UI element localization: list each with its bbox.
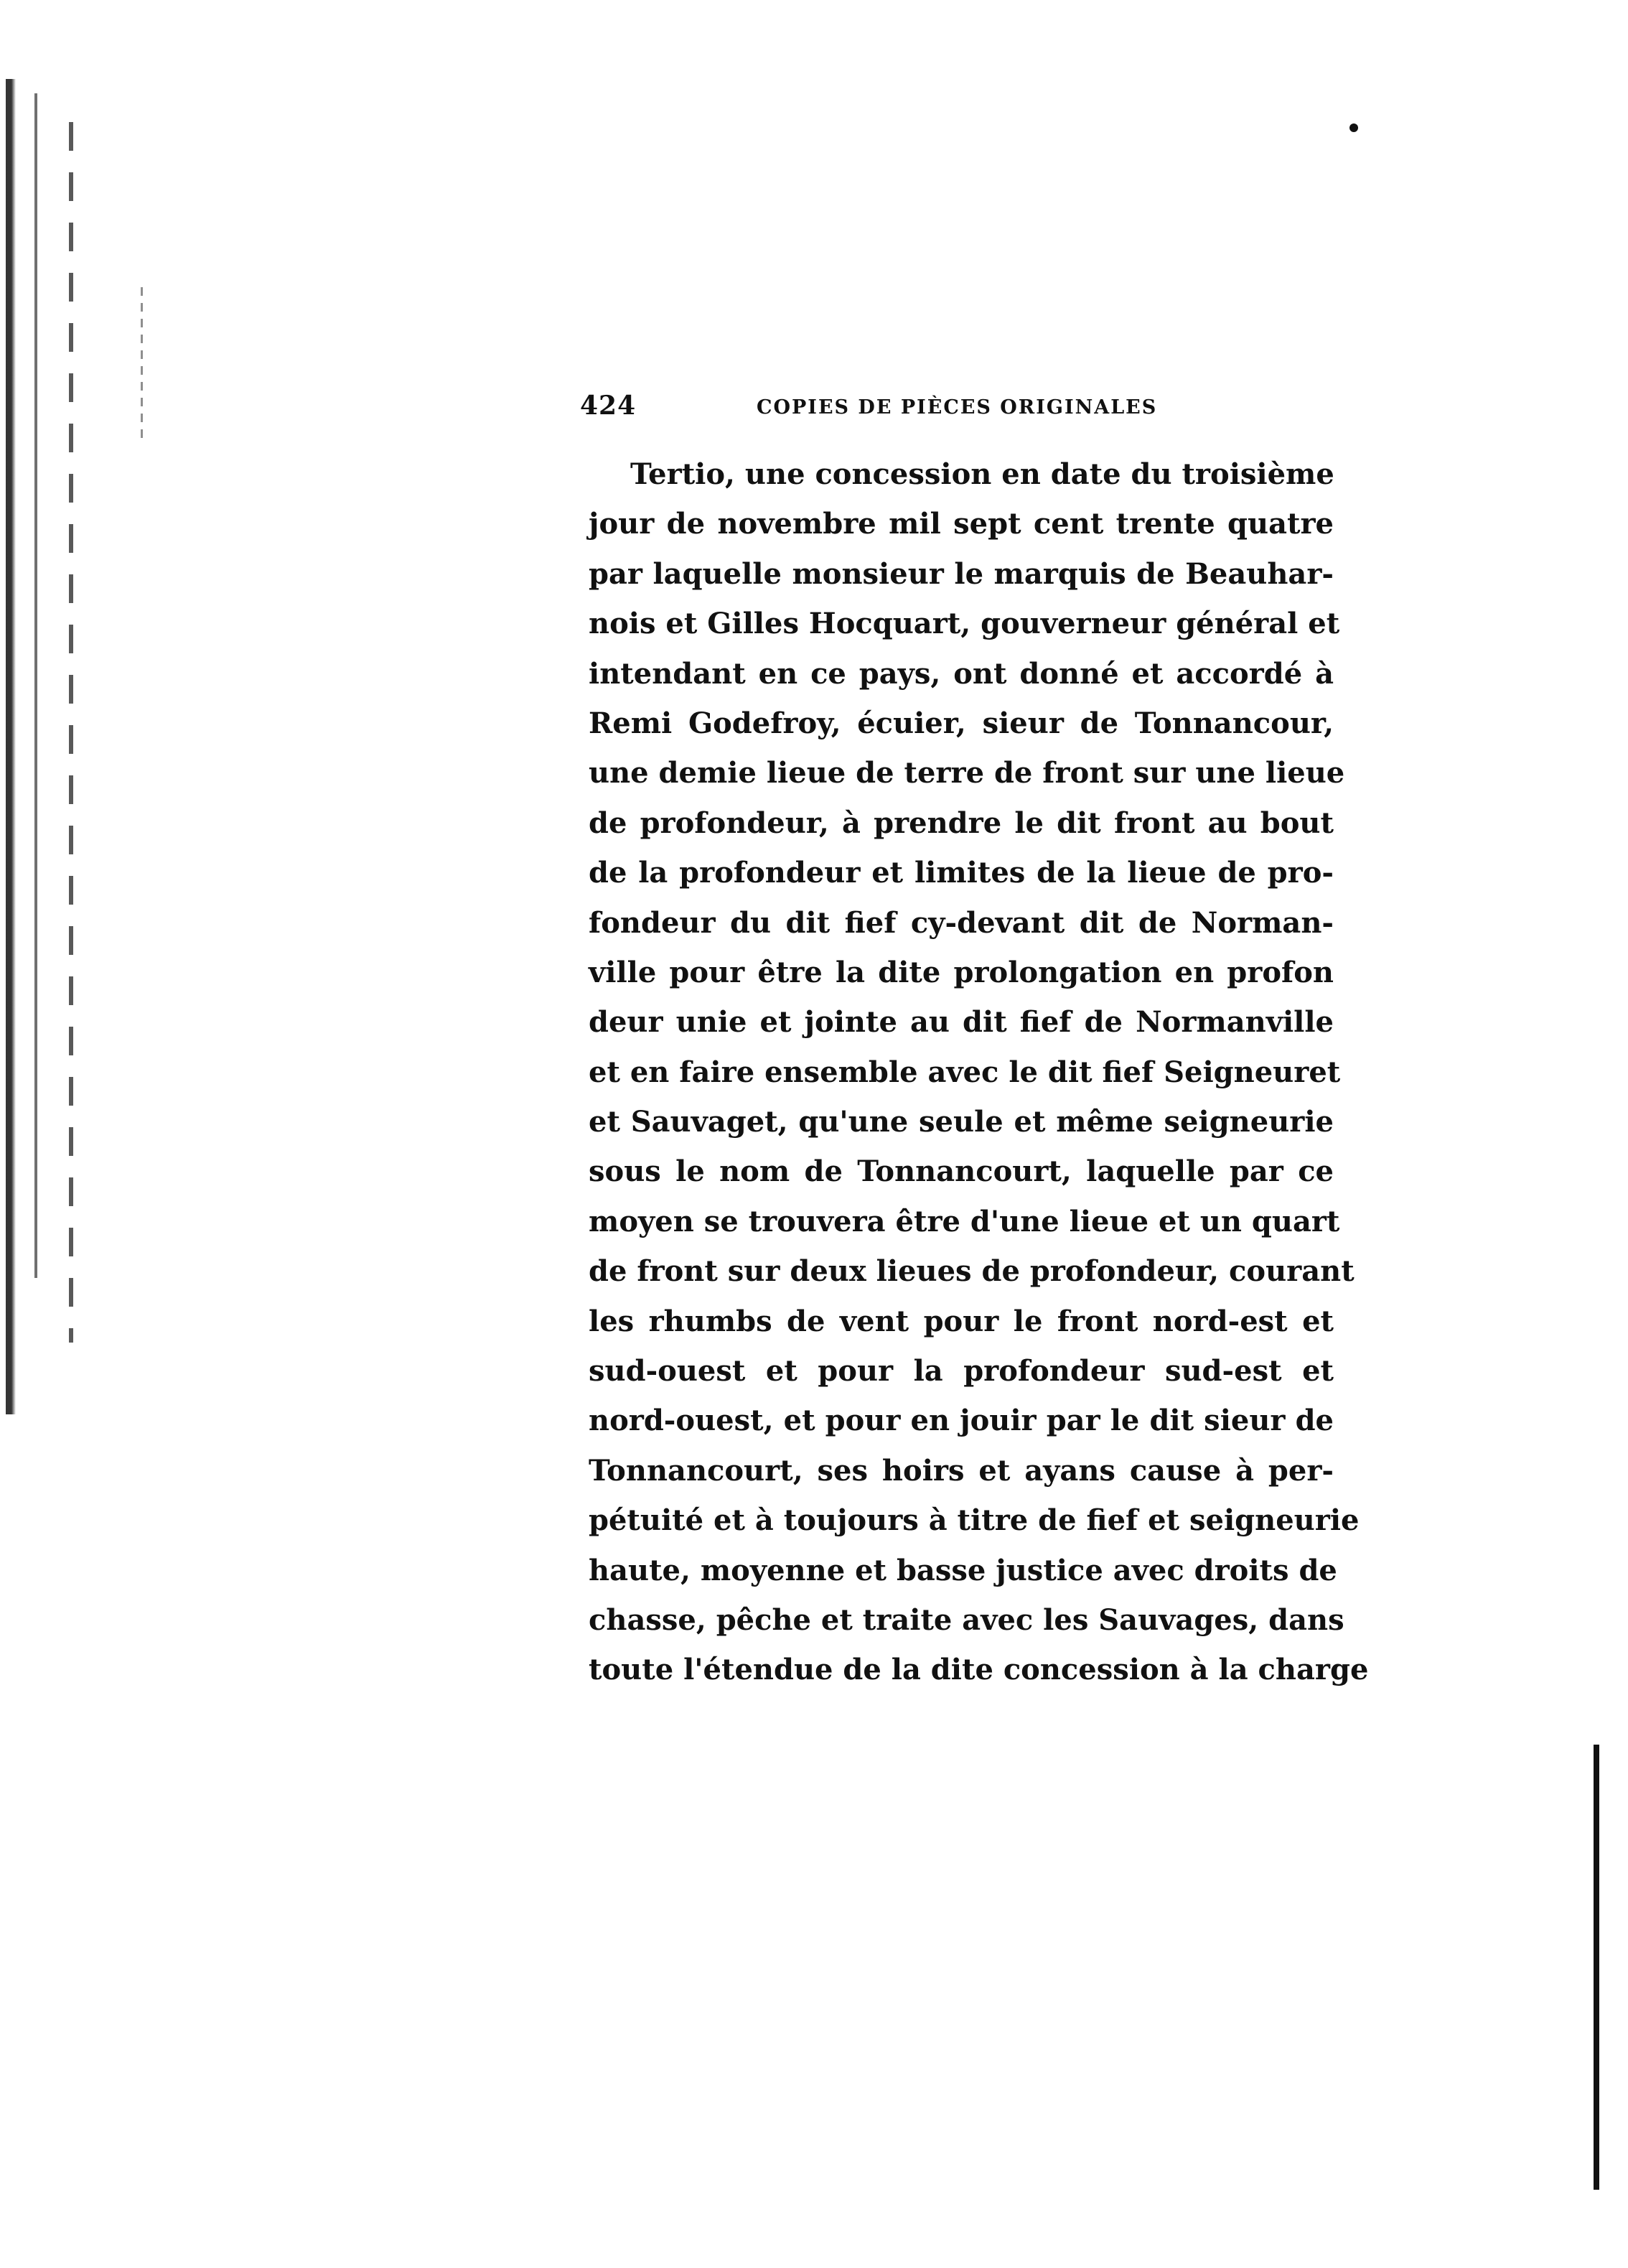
text-line: toute l'étendue de la dite concession à la charge bbox=[589, 1653, 1369, 1687]
text-line: haute, moyenne et basse justice avec droits de bbox=[589, 1553, 1337, 1587]
page-number: 424 bbox=[580, 391, 637, 421]
text-line: jour de novembre mil sept cent trente quatre bbox=[589, 507, 1334, 541]
scan-edge-line-left bbox=[34, 93, 37, 1278]
text-line: et Sauvaget, qu'une seule et même seigneurie bbox=[589, 1105, 1334, 1139]
text-line: et en faire ensemble avec le dit fief Seigneuret bbox=[589, 1055, 1341, 1089]
text-line: chasse, pêche et traite avec les Sauvages, dans bbox=[589, 1602, 1344, 1637]
text-line: de la profondeur et limites de la lieue de pro- bbox=[589, 856, 1334, 890]
text-line: sous le nom de Tonnancourt, laquelle par ce bbox=[589, 1154, 1334, 1189]
scan-edge-marks-left bbox=[69, 122, 73, 1343]
text-line: nois et Gilles Hocquart, gouverneur général et bbox=[589, 607, 1340, 641]
body-text bbox=[589, 449, 1369, 1695]
text-line: une demie lieue de terre de front sur une lieue bbox=[589, 756, 1345, 790]
text-line: Tonnancourt, ses hoirs et ayans cause à per- bbox=[589, 1453, 1334, 1488]
text-line: intendant en ce pays, ont donné et accordé à bbox=[589, 656, 1334, 691]
text-line: ville pour être la dite prolongation en profon bbox=[589, 955, 1334, 989]
text-line: sud-ouest et pour la profondeur sud-est et bbox=[589, 1354, 1334, 1389]
text-line: Remi Godefroy, écuier, sieur de Tonnancour, bbox=[589, 706, 1334, 740]
text-line: les rhumbs de vent pour le front nord-est et bbox=[589, 1304, 1334, 1338]
text-line: deur unie et jointe au dit fief de Normanville bbox=[589, 1005, 1334, 1040]
scan-edge-shadow-right bbox=[1594, 1745, 1599, 2190]
text-line: pétuité et à toujours à titre de fief et seigneurie bbox=[589, 1503, 1360, 1538]
page-header bbox=[580, 391, 1169, 426]
text-line: de front sur deux lieues de profondeur, courant bbox=[589, 1254, 1355, 1289]
running-head: COPIES DE PIÈCES ORIGINALES bbox=[757, 396, 1158, 419]
text-line: par laquelle monsieur le marquis de Beauhar- bbox=[589, 556, 1334, 591]
text-line: Tertio, une concession en date du troisième bbox=[630, 457, 1334, 491]
text-line: de profondeur, à prendre le dit front au bout bbox=[589, 806, 1334, 840]
text-line: nord-ouest, et pour en jouir par le dit sieur de bbox=[589, 1404, 1334, 1438]
scan-edge-dashes-left bbox=[141, 287, 143, 445]
scan-speck bbox=[1349, 123, 1358, 132]
text-line: fondeur du dit fief cy-devant dit de Norman- bbox=[589, 905, 1334, 940]
text-line: moyen se trouvera être d'une lieue et un quart bbox=[589, 1204, 1340, 1238]
scan-edge-shadow-left bbox=[6, 79, 16, 1414]
